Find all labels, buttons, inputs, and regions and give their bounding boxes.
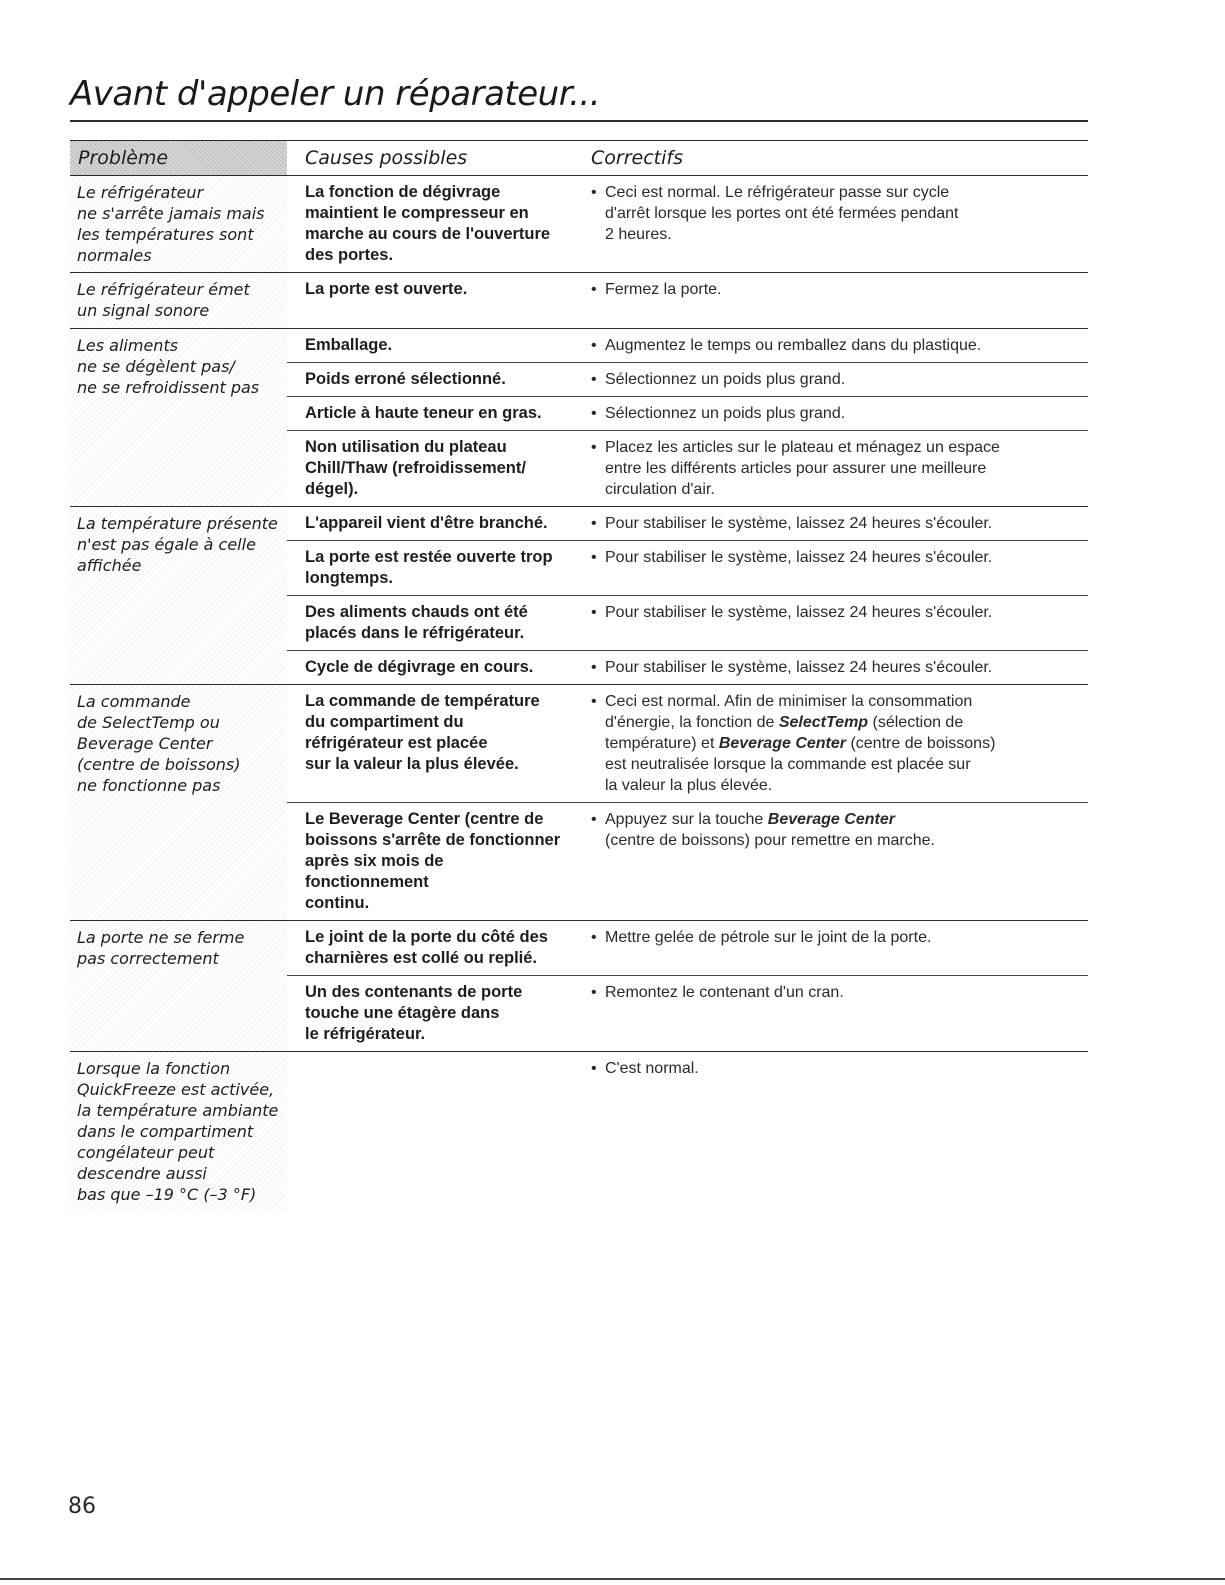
fix-cell <box>577 329 1088 363</box>
fix-text: Augmentez le temps ou remballez dans du plastique. <box>605 337 982 354</box>
problem-cell: Lorsque la fonction QuickFreeze est activée, la température ambiante dans le compartiment congélateur peut descendre aussi bas que –19 °C (–3 °F) <box>70 1052 287 1212</box>
cause-cell: Article à haute teneur en gras. <box>287 397 577 431</box>
cause-cell: La fonction de dégivrage maintient le compresseur en marche au cours de l'ouverture des portes. <box>287 176 577 273</box>
header-problem: Problème <box>70 141 287 176</box>
cause-cell: La porte est restée ouverte trop longtemps. <box>287 541 577 596</box>
troubleshooting-table <box>70 140 1088 1211</box>
feature-name-selecttemp: SelectTemp <box>778 714 869 731</box>
fix-text: C'est normal. <box>605 1060 699 1077</box>
table-row <box>70 1052 1088 1212</box>
bullet-icon: • <box>591 929 597 946</box>
cause-cell: La porte est ouverte. <box>287 273 577 329</box>
table-header-row <box>70 141 1088 176</box>
fix-text-part: (centre de boissons) pour remettre en marche. <box>605 832 935 849</box>
bullet-icon: • <box>591 281 597 298</box>
fix-text-part: Ceci est normal. Afin de minimiser la consommation d'énergie, la fonction de <box>605 693 973 731</box>
table-row <box>70 507 1088 541</box>
bullet-icon: • <box>591 549 597 566</box>
feature-name-beverage-center: Beverage Center <box>767 811 895 828</box>
problem-cell: La porte ne se ferme pas correctement <box>70 921 287 1052</box>
fix-text: Ceci est normal. Le réfrigérateur passe sur cycle d'arrêt lorsque les portes ont été fermées pendant 2 heures. <box>605 184 959 243</box>
bullet-icon: • <box>591 515 597 532</box>
fix-cell <box>577 273 1088 329</box>
bullet-icon: • <box>591 984 597 1001</box>
problem-cell: Le réfrigérateur ne s'arrête jamais mais les températures sont normales <box>70 176 287 273</box>
page-number: 86 <box>68 1494 96 1519</box>
fix-cell <box>577 541 1088 596</box>
problem-cell: Les aliments ne se dégèlent pas/ ne se refroidissent pas <box>70 329 287 507</box>
table-row <box>70 685 1088 803</box>
fix-text: Pour stabiliser le système, laissez 24 heures s'écouler. <box>605 515 993 532</box>
fix-text: Placez les articles sur le plateau et ménagez un espace entre les différents articles pour assurer une meilleure circulation d'air. <box>605 439 1000 498</box>
problem-cell: La température présente n'est pas égale à celle affichée <box>70 507 287 685</box>
fix-text <box>605 691 995 796</box>
fix-cell <box>577 507 1088 541</box>
fix-text: Remontez le contenant d'un cran. <box>605 984 844 1001</box>
header-causes: Causes possibles <box>287 141 577 176</box>
cause-cell: Poids erroné sélectionné. <box>287 363 577 397</box>
fix-text: Sélectionnez un poids plus grand. <box>605 405 846 422</box>
title-divider <box>70 120 1088 122</box>
table-row <box>70 273 1088 329</box>
fix-cell <box>577 1052 1088 1212</box>
bottom-divider <box>0 1578 1225 1580</box>
feature-name-beverage-center: Beverage Center <box>718 735 846 752</box>
fix-text: Pour stabiliser le système, laissez 24 heures s'écouler. <box>605 659 993 676</box>
fix-text: Fermez la porte. <box>605 281 722 298</box>
fix-text-part: (sélection de température) et <box>605 714 964 752</box>
bullet-icon: • <box>591 1060 597 1077</box>
fix-text: Sélectionnez un poids plus grand. <box>605 371 846 388</box>
cause-cell: L'appareil vient d'être branché. <box>287 507 577 541</box>
table-row <box>70 921 1088 976</box>
cause-cell: Un des contenants de porte touche une étagère dans le réfrigérateur. <box>287 976 577 1052</box>
bullet-icon: • <box>591 337 597 354</box>
fix-cell <box>577 431 1088 507</box>
bullet-icon: • <box>591 184 597 201</box>
fix-cell <box>577 397 1088 431</box>
fix-cell <box>577 176 1088 273</box>
cause-cell: Non utilisation du plateau Chill/Thaw (refroidissement/ dégel). <box>287 431 577 507</box>
fix-text-part: Appuyez sur la touche <box>605 811 768 828</box>
cause-cell: Des aliments chauds ont été placés dans le réfrigérateur. <box>287 596 577 651</box>
fix-cell <box>577 363 1088 397</box>
header-fixes: Correctifs <box>577 141 1088 176</box>
bullet-icon: • <box>591 405 597 422</box>
bullet-icon: • <box>591 604 597 621</box>
bullet-icon: • <box>591 371 597 388</box>
bullet-icon: • <box>591 693 597 710</box>
fix-text: Pour stabiliser le système, laissez 24 heures s'écouler. <box>605 604 993 621</box>
fix-text <box>605 809 935 851</box>
fix-cell <box>577 976 1088 1052</box>
fix-cell <box>577 803 1088 921</box>
fix-text-part: (centre de boissons) est neutralisée lorsque la commande est placée sur la valeur la plus élevée. <box>605 735 996 794</box>
cause-cell: La commande de température du compartiment du réfrigérateur est placée sur la valeur la plus élevée. <box>287 685 577 803</box>
fix-cell <box>577 651 1088 685</box>
fix-cell <box>577 685 1088 803</box>
cause-cell: Le joint de la porte du côté des charnières est collé ou replié. <box>287 921 577 976</box>
page-title: Avant d'appeler un réparateur... <box>70 74 601 114</box>
bullet-icon: • <box>591 659 597 676</box>
fix-cell <box>577 596 1088 651</box>
fix-text: Mettre gelée de pétrole sur le joint de la porte. <box>605 929 932 946</box>
bullet-icon: • <box>591 439 597 456</box>
fix-text: Pour stabiliser le système, laissez 24 heures s'écouler. <box>605 549 993 566</box>
problem-cell: La commande de SelectTemp ou Beverage Center (centre de boissons) ne fonctionne pas <box>70 685 287 921</box>
bullet-icon: • <box>591 811 597 828</box>
cause-cell: Cycle de dégivrage en cours. <box>287 651 577 685</box>
cause-cell <box>287 1052 577 1212</box>
cause-cell: Emballage. <box>287 329 577 363</box>
table-row <box>70 329 1088 363</box>
table-row <box>70 176 1088 273</box>
problem-cell: Le réfrigérateur émet un signal sonore <box>70 273 287 329</box>
cause-cell: Le Beverage Center (centre de boissons s'arrête de fonctionner après six mois de fonctionnement continu. <box>287 803 577 921</box>
fix-cell <box>577 921 1088 976</box>
